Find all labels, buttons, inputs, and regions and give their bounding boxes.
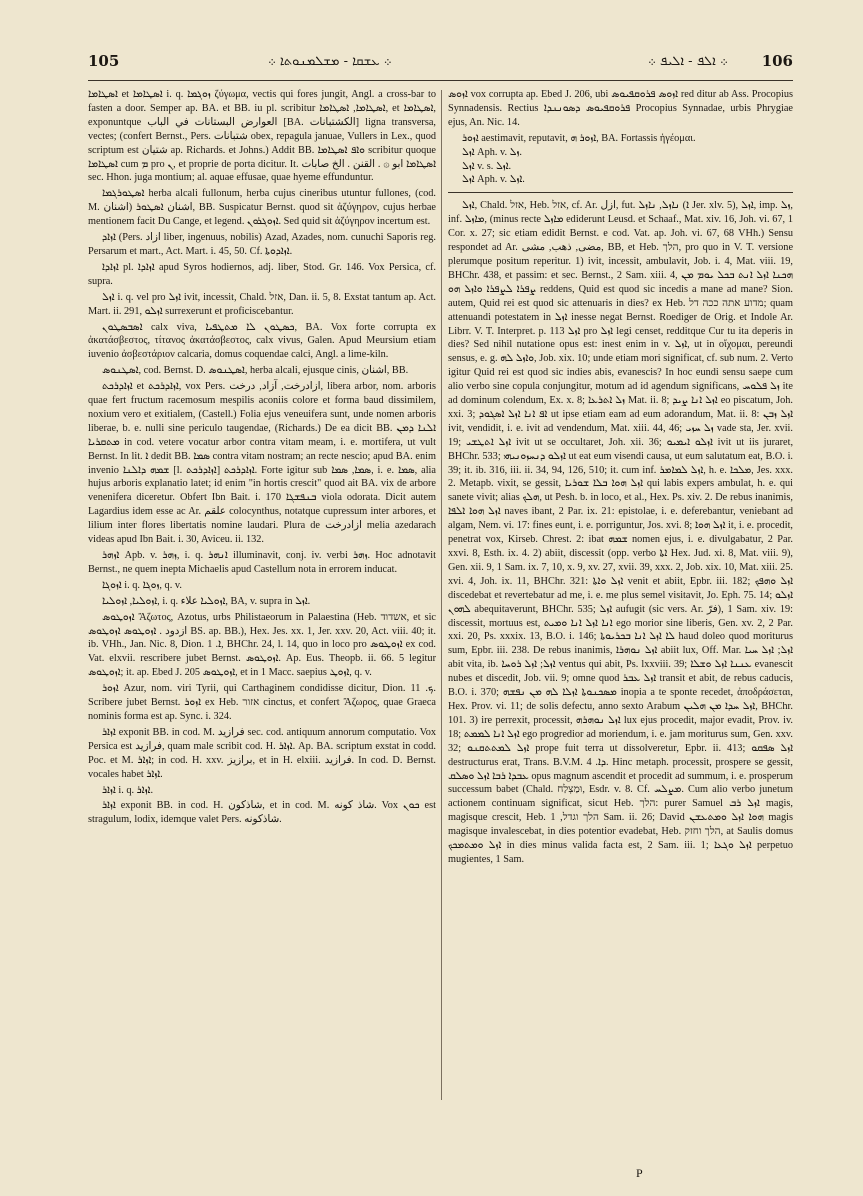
entry: ܐܣܛܘܪܓܡܐ herba alcali fullonum, herba cujus cineribus utuntur fullones, (cod. M. اشنان) اشنان ܐܣܛܘܪ, BB. Suspicatur Bernst. quod sit ἀζύγηρον, cujus herbae mentionem facit Du Cange, et legend. ܐܙܘܓܪܘܢ. Sed quid sit ἀζύγηρον incertum est. xyxy=(88,188,436,228)
entry: ܐܙܠ i. q. vel pro ܐܙܠ ivit, incessit, Chald. אזל, Dan. ii. 5, 8. Exstat tantum ap. Act. Mart. ii. 291, ܐܙܠܘ surrexerunt et proficiscebantur. xyxy=(88,291,437,317)
entry: ܐܙܘܓܐ i. q. ܙܘܓܐ, q. v. xyxy=(102,579,182,591)
entry: ܐܙܐܕܐ pl. ܐܙܐܕܐ apud Syros hodiernos, adj. liber, Stod. Gr. 146. Vox Persica, cf. supra. xyxy=(88,261,436,287)
section-rule xyxy=(448,192,793,193)
signature-mark: P xyxy=(636,1166,643,1180)
entry: ܐܙܐܪ i. q. ܐܙܐܪ. xyxy=(102,784,154,796)
header-rule xyxy=(88,80,793,81)
entry: ܐܙܠ Aph. v. ܙܠ. xyxy=(462,146,522,158)
entry: ܐܣܛܢܘܣ, cod. Bernst. D. ܐܣܛܢܘܣ, herba alcali, ejusque cinis, اشنان, BB. xyxy=(102,365,409,377)
left-page-number: 105 xyxy=(88,52,120,70)
page-header xyxy=(88,52,793,78)
right-running-title: ܀ ܐܠܦ - ܐܠܝܦ ܀ xyxy=(648,54,728,69)
entry: ܐܙܘܛܘܣ Ἄζωτος, Azotus, urbs Philistaeorum in Palaestina (Heb. אשדוד, et sic ازدود . ܐܙܘܛܘܣ ܐܙܘܛܘܣ BS. ap. BB.), Hex. Jes. xx. 1, Jer. xxv. 20, Act. viii. 40; it. ib. VHh., Jan. Nic. 8, Dion. ܐ. 1, BHChr. 24, l. 14, quo in loco pro ܐܙܘܛܘܣ ex cod. Vat. elxvii. rescribere jubet Bernst. ܐܙܘܛܘܣ. Ap. Eus. Theopb. ii. 66. 5 legitur ܐܙܘܛܘܣ; it. ap. Ebed J. 205 ܐܙܘܛܘܣ, et in 1 Macc. saepius ܐܙܘܛ, q. v. xyxy=(88,611,436,679)
entry: ܐܙܘܣ vox corrupta ap. Ebed J. 206, ubi ܐܙܘܣ ܦܪܘܩܦܝܘܣ red ditur ab Ass. Procopius Synnadensis. Rectius ܦܪܘܩܦܝܘܣ ܕܣܘܢܢܕܐ Procopius Synnadae, urbis Phrygiae ejus, An. Nic. 14. xyxy=(448,89,793,128)
entry: ܐܙܘܪ aestimavit, reputavit, ܐܙܘܪ ܗ, BA. Fortassis ἡγέομαι. xyxy=(462,132,696,144)
main-entry: ܐܙܠ, Chald. אזל, Heb. אזל, cf. Ar. ازل, fut. ܢܐܙܠ, ܢܐܙܠ (ܐ Jer. xlv. 5), ܐܙܠ, imp. ܙܠ, inf. ܡܐܙܠ, (minus recte ܡܐܙܠ ediderunt Leusd. et Schaaf., Mat. xiv. 16, Joh. vi. 67, 1 Cor. x. 27; sic etiam edidit Bernst. e cod. Vat. ap. Joh. vi. 67, 68 VHh.) Sensu respondet ad Ar. مضى, ذهب, مشى, BB, et Heb. הלך, pro quo in V. T. versione plerumque positum reperitur. 1) ivit, incessit, ambulavit, Job. i. 4, Mat. viii. 19, BHChr. 438, et passim: et sec. Bernst., 2 Sam. xiii. 4, ܗܟܢܐ ܐܙܠ ܐܢܬ ܒܟܠ ܝܘܡ ܡܢ ܨܦܪܐ ܠܨܦܪܐ ܘܐܙܠ ܗܘ reddens, Quid est quod sic incedis a mane ad mane? Sion. autem, Quid rei est quod sic attenuaris in dies? ex Heb. מדוע אתה ככה דל; quam attenuandi potestatem in ܐܙܠ inesse negat Bernst. Roediger de Orig. et Indole Ar. Librr. V. T. Interpret. p. 113 ܐܙܠ pro ܐܙܠ legi censet, redditque Cur tu ita deperis in dies? Sed nihil nutatione opus est: inest enim in v. ܐܙܠ, ut in οἴχομαι, pereundi sensus, e. g. ܘܐܙܠ ܠܗ, Job. xix. 10; unde etiam mori significat, cf. sub num. 2. Verto igitur Quid rei est quod sic indies abis, evanescis? In hoc eundi sensu saepe cum alio verbo sine copula conjungitur, motum ad id agendum significans, ܙܠ ܦܠܘܚ ite ad dominum colendum, Ex. x. 8; ܙܠ ܐܬܪܥܐ Mat. ii. 8; ܐܙܠ ܐܢܐ ܨܝܕ eo piscatum, Joh. xxi. 3; ܐܦ ܐܢܐ ܐܙܠ ܐܣܓܘܕ ut ipse etiam eam ad eum adorandum, Mat. ii. 8: ܐܙܠ ܙܒܢ ivit, vendidit, i. e. ivit ad vendendum, Mat. xiii. 44, 46; ܙܠ ܚܙܝ vade sta, Jer. xvii. 19; ܐܙܠ ܐܬܛܫܝ ivit ut se occultaret, Joh. xii. 36; ܐܙܠܘ ܐܝܡܝܘ ivit ut iis juraret, BHChr. 533; ܐܙܠܘ ܕܢܚܙܘܢܝܗܝ ut eat eum visendi causa, ut eum salutatum eat, B.O. i. 39; it. ib. 316, iii. ii. 34, 94, 126, 510; it. cum inf. ܐܙܠ ܠܡܐܡܪ, h. e. ܡܠܟܐ, Jes. xxx. 2. Metapb. vixit, se gessit, ܐܙܠ ܗܘܐ ܒܠܐ ܫܘܪܝܐ qui labis expers ambulat, h. e. qui sanete vivit; alias ܗܠܟ, ut Pesh. b. in loco, et al., Hex. Ps. xiv. 2. De rebus inanimis, ܐܙܠ ܗܘܐ ܐܠܦܐ naves ibant, 2 Par. ix. 21: epistolae, i. e. deferebantur, veniebant ad algam, Nem. vi. 17: fines eunt, i. e. porriguntur, Jos. xvi. 8; ܐܙܠ ܗܘܐ it, i. e. procedit, penetrat vox, Kirseb. Chrest. 2: ibat ܫܡܗ nomen ejus, i. e. divulgabatur, 2 Par. xxvi. 8, Esth. ix. 4. 2) abiit, discessit (opp. verbo ܐܬܐ Hex. Jud. xi. 8, Mat. viii. 9), Gen. xii. 9, 1 Sam. ix. 7, 10, x. 9, xv. 27, xvii. 39, xxx. 2, Job. xix. 10, Mat. xiii. 25. xvi. 4, Joh. ix. 11, BHChr. 321: ܐܙܠ ܘܐܬܐ venit et abiit, Epbr. iii. 182; ܐܙܠ ܘܗܦܟ discedebat et revertebatur ad me, i. e. me plus semel visitavit, Jo. Eph. 75. 14; ܐܙܠܘ ܠܗܘܢ abequitaverunt, BHChr. 535; ܐܙܠ aufugit (sic vers. Ar. فرّ), 1 Sam. xiv. 19: discessit, mortuus est, ܐܢܐ ܐܙܠ ܐܢܐ ܘܡܝܬ ego morior sine liberis, Gen. xv. 2, 2 Par. xxi. 20, Ps. xxxix. 13, B.O. i. 146; ܠܐ ܐܙܠ ܐܢܐ ܒܟܪܝܘܬܐ haud doleo quod moriturus sum, Epbr. iii. 238. De rebus inanimis, ܐܙܠ ܢܘܗܪܐ abiit lux, Off. Mar. ܐܙܠ; ܐܙܠ ܚܝܐ abit vita, ib. ܐܙܠ; ܐܙܠ ܪܘܚܐ ventus qui abit, Ps. lxxviii. 39; ܥܢܢܐ ܐܙܠ ܘܫܠܐ evanescit nubes et discedit, Job. vii. 9; omne quod ܐܙܠ ܥܒܪ transit et abit, de rebus caducis, B.O. i. 370; ܡܣܟܢܘܬܐ ܐܙܠܐ ܠܗ ܡܢ ܢܦܫܗ inopia a te sponte recedet, ἀποδράσεται, Hex. Prov. vi. 11; de solis defectu, anno sexto Arabum ܐܙܠ ܚܕܐ ܡܢ ܗܠܝܢ, BHChr. 101. 3) ire perrexit, processit, ܐܙܠ ܢܘܗܪܗ lux ejus procedit, major evadit, Prov. iv. 18; ܐܙܠ ܐܢܐ ܠܡܡܬ ego progredior ad moriendum, i. e. jam moriturus sum, Gen. xxv. 32; ܐܙܠ ܠܡܬܬܩܢܘ prope fuit terra ut dissolveretur, Epbr. ii. 413; ܐܙܠ ܣܦܩܘ destructurus erat, Trans. B.V.M. ܕܐ. 4. Hinc metaph. processit, prospere se gessit, ܥܒܕܐ ܪܒܐ ܐܙܠ ܘܣܠܩ opus magnum ascendit et procedit ad summum, i. e. prosperum successum babet (Chald. וּמַצְלַח, Esdr. v. 8. Cf. ܡܨܠܚ. Cum alio verbo junetum actionem continuam significat, sicut Heb. הלך: purer Samuel ܐܙܠ ܪܒ magis, magisque crescit, Heb. הלך וגדל, 1 Sam. ii. 26; David ܗܘܐ ܐܙܠ ܘܡܬܥܫܢ magis magisque invalescebat, in dies potentior evadebat, Heb. הלך וחזק, at Saulis domus ܐܙܠ ܘܡܬܡܟܟ in dies minus valida facta est, 2 Sam. iii. 1; ܐܙܠ ܘܓܥܐ perpetuo mugientes, 1 Sam. xyxy=(448,200,794,865)
entry: ܐܙܐܕ (Pers. ازاد liber, ingenuus, nobilis) Azad, Azades, nom. cunuchi Saporis reg. Persarum et mart., Act. Mart. i. 45, 50. Cf. ܐܙܐܕܘܬܐ. xyxy=(88,232,436,257)
entry: ܐܙܘܪ Azur, nom. viri Tyrii, qui Carthaginem condidisse dicitur, Dion. ܟ. 11. Scribere jubet Bernst. ܐܙܘܪ ex Heb. אזור cinctus, et confert Ἄζωρος, quae Graeca nominis forma est ap. Sync. i. 324. xyxy=(88,683,436,722)
entry: ܐܙܘܠܝܐ, ܐܙܘܠܝܐ, i. q. ܐܙܘܠܝܐ علاء, BA, v. supra in ܐܙܠ. xyxy=(102,595,311,607)
left-running-title: ܀ ܥܫܩܐ - ܡܫܠܡܢܘܬܐ ܀ xyxy=(268,54,392,69)
entry: ܐܙܐܪ exponit BB. in cod. H. شاذكون, et in cod. M. شاذ كونه. Vox ܟܘܢ est stragulum, lodix, idemque valet Pers. شاذكونه. xyxy=(88,800,436,826)
left-column xyxy=(88,88,436,829)
entry: ܐܣܛܐܡܐ et ܐܣܛܐܡܐ i. q. ܙܘܓܡܐ ζύγωμα, vectis qui fores jungit, Angl. a cross-bar to fasten a door. Semper ap. BA. et BB. iu pl. scribitur ܐܣܛܐܡܐ, ܐܣܛܐܡܐ, et ܐܣܛܐܡܐ, exponuntque العوارض البستانات في الباب [BA. الكشتبانات] ligna transversa, vectes; (confert Bernst., Pers. شتبانات obex, repagula januae, Vullers in Lex., quod scriptum est شتيان ap. Richards. et Johns.) Addit BB. ܘܐܦ ܐܣܛܐܡܐ scribitur quoque ܐܣܛܐܡܐ cum ܡ pro ܢ, et proprie de porta dicitur. It. ܐܣܛܐܡܐ ابو ۞ . القنن . الخ صابات sec. Hhon. juga montium; al. aquae effusae, quae hyeme effunduntur. xyxy=(88,89,437,184)
entry: ܐܙܠ v. s. ܐܙܠ. xyxy=(462,160,512,172)
right-column xyxy=(448,88,793,869)
entry: ܐܣܒܣܛܘܢ calx viva, ܟܣܛܘܢ ܠܐ ܡܬܛܦܝܐ, BA. Vox forte corrupta ex ἀκατάσβεστος, τίτανος ἀκατάσβεστος, calx vivus, Galen. Apud Meursium etiam iuvenio ἀσβεστάριον calcaria, domus coquendae calci, Angl. a lime-kiln. xyxy=(88,321,436,361)
column-divider xyxy=(441,90,442,1100)
right-page-number: 106 xyxy=(761,52,793,70)
entry: ܐܙܠ Aph. v. ܐܙܠ. xyxy=(462,174,525,186)
entry: ܐܙܐܪ exponit BB. in cod. M. فرازيد sec. cod. antiquum annorum computatio. Vox Persica est فرازيد, quam male scribit cod. H. ܐܙܐܪ. Ap. BA. scriptum exstat in codd. Poc. et M. ܐܙܐܪ; in cod. H. xxv. برازيز, et in H. elxiii. فرازيد. In cod. D. Bernst. vocales habet ܐܙܐܪ. xyxy=(88,726,437,780)
entry: ܐܙܗܪ Apb. v. ܙܗܪ, i. q. ܐܢܗܪ illuminavit, conj. iv. verbi ܙܗܪ. Hoc adnotavit Bernst., ne quem inepta Michaelis apud Castellum nota in errorem inducat. xyxy=(88,550,436,575)
entry: ܐܙܐܕܪܟܬ et ܐܙܐܕܪܟܬ, vox Pers. ازادرخت, آزاد, درخت, libera arbor, nom. arboris quae fert fructum racemosum mespilis aconiis colore et forma baud dissimilem, noxium vero et exitialem, (Castell.) Folia ejus veneuifera sunt, unde nomen arboris liberae, b. e. nulli sine periculo taugendae, (Richards.) De ea dicit BB. ܐܠܢܐ ܕܡܢ ܡܬܩܪܝܐ in cod. vetere vocatur arbor contra vitam meam, i. e. mortifera, ut vult Bernst. In lit. ܐ dedit BB. ܣܡܐ contra vitam nostram; an recte nescio; apud BA. enim invenio ܫܡܗ ܕܐܠܢܐ [l. ܐܙܐܕܪܟܬ] ܐܙܐܕܪܟܬ. Forte igitur sub ܣܡܐ, ܣܡܐ, i. e. ܣܡܐ, alia hujus arboris explanatio latet; id enim "in hortis crescit" quod ait BA. vix de arbore venenifera diceretur. Obfert Ibn Bait. i. 170 ܒܢܦܫܓܐ viola odorata. Dicit autem Lagardius idem esse ac Ar. علقم colocynthus, notatque cupressum inter arbores, et lilium inter flores libertatis nomine laudari. Plura de ازادرخت melia azedarach videas apud Ibn Bait. i. 30, Aviceu. ii. 132. xyxy=(88,381,437,546)
